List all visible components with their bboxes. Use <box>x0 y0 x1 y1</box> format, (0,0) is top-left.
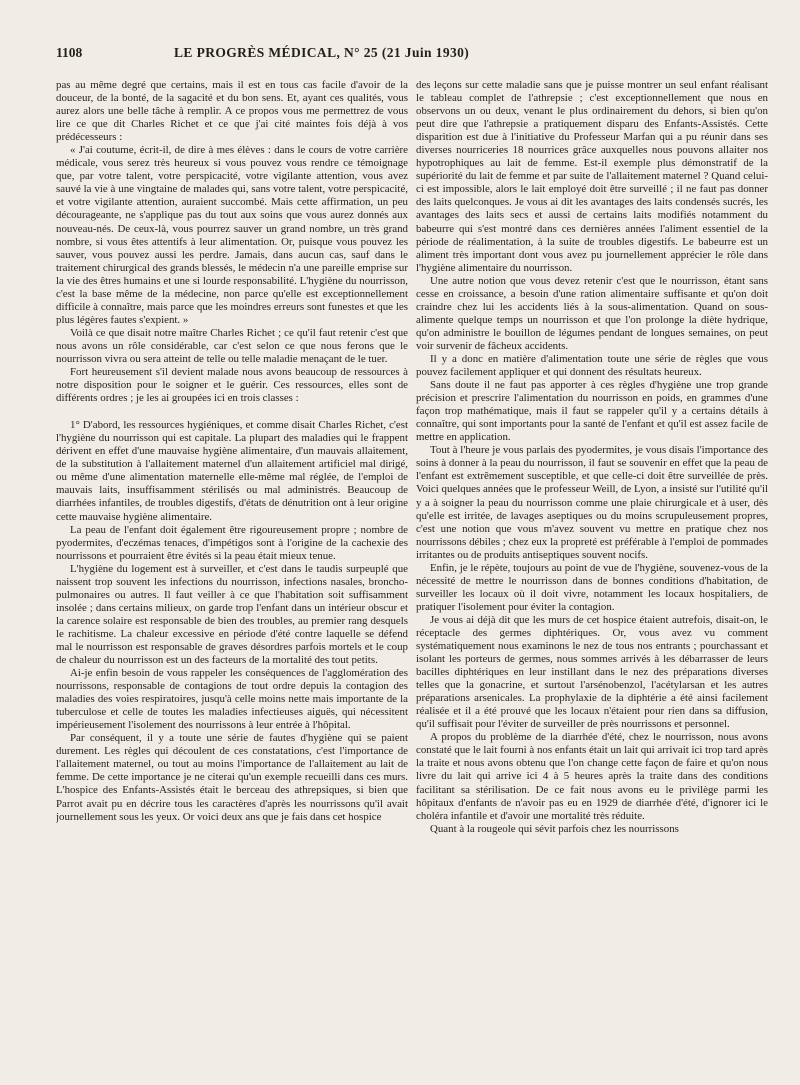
page-number: 1108 <box>56 45 83 60</box>
paragraph: L'hygiène du logement est à surveiller, et c'est dans le taudis surpeuplé que naissent trop souvent les infections du nourrisson, infections nasales, broncho-pulmonaires ou autres. Il faut veiller à ce que l'habitation soit suffisamment insolée ; dans certains milieux, on garde trop l'enfant dans un intérieur obscur et la carence solaire est responsable de bien des troubles, au premier rang desquels le rachitisme. La chaleur excessive en période d'été contre laquelle se défend mal le nourrisson est responsable de graves désordres parfois mortels et le coup de chaleur du nourrisson est un des facteurs de la mortalité des tout petits. <box>56 562 408 667</box>
right-column <box>416 79 768 1069</box>
paragraph: Il y a donc en matière d'alimentation toute une série de règles que vous pouvez facilement appliquer et qui donnent des résultats heureux. <box>416 352 768 379</box>
paragraph: « J'ai coutume, écrit-il, de dire à mes élèves : dans le cours de votre carrière médicale, vous serez très heureux si vous pouvez vous rendre ce témoignage que, par votre talent, votre perspicacité, votre vigilante attention, vous avez sauvé la vie à une vingtaine de malades qui, sans votre talent, votre perspicacité, et votre vigilante attention, auraient succombé. Mais cette affirmation, un peu décourageante, ne s'applique pas du tout aux soins que vous aurez donnés aux nouveau-nés. De ceux-là, vous pourrez sauver un grand nombre, un très grand nombre, si vous êtes attentifs à leur alimentation. Or, puisque vous pouvez les sauver, vous pouvez aussi les perdre. Jamais, dans aucun cas, sauf dans le traitement chirurgical des grands blessés, le médecin n'a une pareille emprise sur la vie des êtres humains et une si lourde responsabilité. L'hygiène du nourrisson, c'est la base même de la médecine, non parce qu'elle est exceptionnellement difficile à connaître, mais parce que les moindres erreurs sont funestes et que les plus légères fautes s'expient. » <box>56 144 408 326</box>
paragraph: Tout à l'heure je vous parlais des pyodermites, je vous disais l'importance des soins à donner à la peau du nourrisson, il faut se souvenir en effet que la peau de l'enfant est extrêmement susceptible, et que celle-ci doit être surveillée de près. Voici quelques années que le professeur Weill, de Lyon, a insisté sur l'utilité qu'il y a à soigner la peau du nourrisson comme une plaie chirurgicale et à user, dès qu'elle est irritée, de lavages aseptiques ou du moins scrupuleusement propres, c'est une notion que vous m'avez souvent vu mettre en pratique chez nos nourrissons débiles ; chez eux la propreté est préférable à l'emploi de pommades irritantes ou de produits antiseptiques souvent nocifs. <box>416 444 768 561</box>
paragraph: Voilà ce que disait notre maître Charles Richet ; ce qu'il faut retenir c'est que nous avons un rôle considérable, car c'est selon ce que nous ferons que le nourrisson vivra ou sera atteint de telle ou telle maladie menaçant de le tuer. <box>56 326 408 365</box>
paragraph: Je vous ai déjà dit que les murs de cet hospice étaient autrefois, disait-on, le réceptacle des germes diphtériques. Or, vous avez vu comment systématiquement nous examinons le nez de tous nos entrants ; pourchassant et isolant les porteurs de germes, nous sommes arrivés à les débarrasser de leurs bacilles diphtériques en leur instillant dans le nez des préparations diverses telles que la gonacrine, et surtout l'arsénobenzol, l'acétylarsan et les autres préparations arsenicales. La prophylaxie de la diphtérie a été ainsi facilement réalisée et il a été prouvé que les locaux n'étaient pour rien dans sa diffusion, qu'il suffisait pour l'éviter de surveiller de près nourrissons et personnel. <box>416 613 768 731</box>
paragraph: Sans doute il ne faut pas apporter à ces règles d'hygiène une trop grande précision et prescrire l'alimentation du nourrisson en poids, en grammes d'une façon trop mathématique, mais il faut se rappeler qu'il y a certains détails à connaître, qui sont importants pour la santé de l'enfant et qu'il est assez facile de mettre en application. <box>416 379 768 444</box>
journal-title: LE PROGRÈS MÉDICAL, N° 25 (21 Juin 1930) <box>174 45 470 60</box>
running-header <box>56 42 762 64</box>
paragraph: Quant à la rougeole qui sévit parfois chez les nourrissons <box>430 822 679 835</box>
paragraph: La peau de l'enfant doit également être rigoureusement propre ; nombre de pyodermites, d'eczémas tenaces, d'impétigos sont à l'origine de la cachexie des nourrissons et pourraient être évités si la peau était mieux tenue. <box>56 523 408 562</box>
paragraph: Fort heureusement s'il devient malade nous avons beaucoup de ressources à notre disposition pour le soigner et le guérir. Ces ressources, elles sont de différents ordres ; je les ai groupées ici en trois classes : <box>56 366 408 405</box>
paragraph: 1° D'abord, les ressources hygiéniques, et comme disait Charles Richet, c'est l'hygiène du nourrisson qui est capitale. La plupart des maladies qui le frappent dérivent en effet d'une mauvaise hygiène alimentaire, d'un mauvais allaitement, de la substitution à l'allaitement maternel d'un allaitement artificiel mal dirigé, ou même d'une alimentation maternelle elle-même mal réglée, de l'emploi de mauvais laits, insuffisamment stérilisés ou mal administrés. Beaucoup de diarrhées infantiles, de troubles digestifs, d'états de dénutrition ont à leur origine cette mauvaise hygiène alimentaire. <box>56 419 408 523</box>
paragraph: Enfin, je le répète, toujours au point de vue de l'hygiène, souvenez-vous de la nécessité de mettre le nourrisson dans de bonnes conditions d'habitation, de surveiller les locaux où il doit vivre, notamment les locaux hospitaliers, de pratiquer l'isolement pour éviter la contagion. <box>416 561 768 613</box>
paragraph: Ai-je enfin besoin de vous rappeler les conséquences de l'agglomération des nourrissons, responsable de contagions de tout ordre depuis la contagion des maladies des voies respiratoires, jusqu'à celle moins nette mais importante de la tuberculose et celle de toutes les maladies infectieuses aiguës, qui nécessitent impérieusement l'isolement des nourrissons à leur entrée à l'hôpital. <box>56 667 408 732</box>
paragraph: Par conséquent, il y a toute une série de fautes d'hygiène qui se paient durement. Les règles qui découlent de ces constatations, c'est l'importance de l'allaitement maternel, ou tout au moins l'importance de l'allaitement au lait de femme. De cette importance je ne citerai qu'un exemple recueilli dans ces murs. L'hospice des Enfants-Assistés était le berceau des athrepsiques, si bien que Parrot avait pu en décrire tous les caractères d'après les nourrissons qu'il avait journellement sous les yeux. Or voici deux ans que je fais dans cet hospice <box>56 732 408 823</box>
paragraph: des leçons sur cette maladie sans que je puisse montrer un seul enfant réalisant le tableau complet de l'athrepsie ; c'est exceptionnellement que nous en observons un ou deux, venant le plus ordinairement du dehors, si bien qu'on peut dire que l'athrepsie a pratiquement disparu des Enfants-Assistés. Cette disparition est due à l'initiative du Professeur Marfan qui a pu réunir dans ses diverses nourriceries 18 nourrices grâce auxquelles nous pouvons allaiter nos hypotrophiques au lait de femme. Est-il exemple plus démonstratif de la supériorité du lait de femme et par suite de l'allaitement maternel ? Quand celui-ci est impossible, alors le lait employé doit être surveillé ; il ne faut pas donner des laits quelconques. Je vous ai dit les avantages des laits condensés sucrés, les avantages des laits secs et aussi de certains laits modifiés notamment du babeurre qui s'est montré dans ces dernières années l'aliment essentiel de la période de réalimentation, à la suite de troubles digestifs. Le babeurre est un aliment très important dont vous avez pu journellement apprécier le rôle dans l'hygiène alimentaire du nourrisson. <box>416 79 768 274</box>
paragraph: Une autre notion que vous devez retenir c'est que le nourrisson, étant sans cesse en croissance, a besoin d'une ration alimentaire suffisante et qu'on doit craindre chez lui les accidents liés à la sous-alimentation. Quand on sous-alimente quelque temps un nourrisson et que l'on prolonge la diète hydrique, qu'on administre le bouillon de légumes pendant de longues semaines, on peut voir survenir de fâcheux accidents. <box>416 274 768 352</box>
paragraph: A propos du problème de la diarrhée d'été, chez le nourrisson, nous avons constaté que le lait fourni à nos enfants était un lait qui arrivait ici trop tard après la traite et nous avons obtenu que l'on change cette façon de faire et qu'on nous livre du lait qui arrive ici 4 à 5 heures après la traite dans des conditions facilitant sa stérilisation. De ce fait nous avons eu le privilège parmi les hôpitaux d'enfants de n'avoir pas eu en 1929 de diarrhée d'été, d'ignorer ici le choléra infantile et d'avoir une mortalité très réduite. <box>416 731 768 822</box>
left-column <box>56 79 408 1069</box>
paragraph: pas au même degré que certains, mais il est en tous cas facile d'avoir de la douceur, de la bonté, de la sagacité et du bon sens. Et, ayant ces qualités, vous aurez alors une belle tâche à remplir. A ce propos vous me permettrez de vous lire ce que dit Charles Richet et ce que j'ai cité maintes fois déjà à vos prédécesseurs : <box>56 79 408 144</box>
